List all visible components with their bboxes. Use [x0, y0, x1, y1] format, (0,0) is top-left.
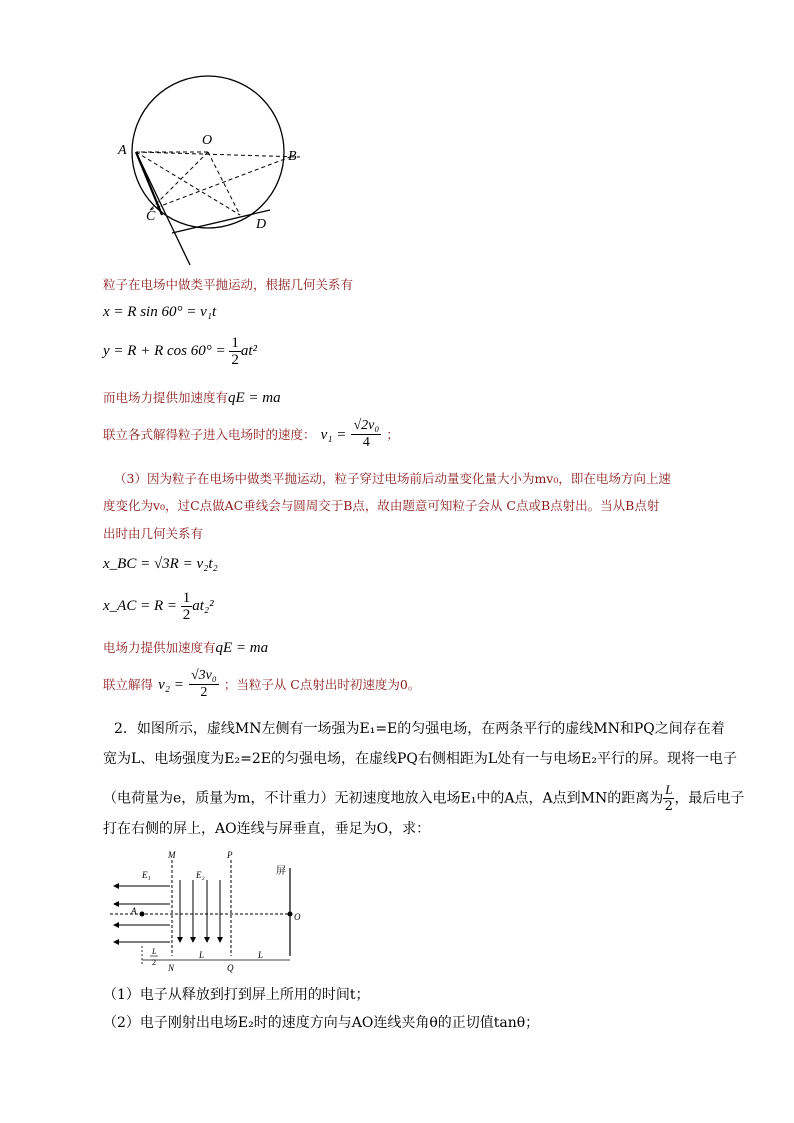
- label-O: O: [294, 912, 301, 922]
- label-N: N: [168, 963, 175, 973]
- problem2-line4: 打在右侧的屏上，AO连线与屏垂直，垂足为O，求：: [103, 821, 431, 837]
- figure-circle: [110, 60, 330, 270]
- label-E2: E₂: [196, 870, 205, 880]
- label-L2: L: [258, 950, 264, 960]
- equation-xac: x_AC = R = $\frac{1}{2}$ at₂²: [103, 590, 214, 623]
- part3-line3: 出时由几何关系有: [103, 526, 204, 541]
- question-1: （1）电子从释放到打到屏上所用的时间t；: [103, 987, 370, 1003]
- equation-xbc: x_BC = √3R = v₂t₂: [103, 556, 218, 572]
- label-B: B: [288, 149, 297, 164]
- line-C-B: [150, 157, 290, 210]
- part3-line1: （3）因为粒子在电场中做类平抛运动，粒子穿过电场前后动量变化量大小为mv₀，即在电场方向上速: [114, 471, 671, 486]
- solution-line2: 而电场力提供加速度有qE = ma: [103, 390, 281, 406]
- problem2-line2: 宽为L、电场强度为E₂=2E的匀强电场，在虚线PQ右侧相距为L处有一与电场E₂平行的屏。现将一电子: [103, 751, 738, 767]
- solution-line3: 联立各式解得粒子进入电场时的速度： v₁ = $\frac{\text{√2v₀}}{4}$ ；: [103, 418, 399, 450]
- label-half-den: 2: [152, 958, 156, 967]
- point-A: [140, 912, 145, 917]
- equation-x: x = R sin 60° = v₁t: [103, 304, 217, 320]
- label-O: O: [202, 133, 213, 148]
- label-L1: L: [199, 950, 205, 960]
- question-2: （2）电子刚射出电场E₂时的速度方向与AO连线夹角θ的正切值tanθ；: [103, 1015, 540, 1031]
- label-D: D: [256, 217, 267, 232]
- solution-line4: 电场力提供加速度有qE = ma: [103, 640, 269, 656]
- label-P: P: [227, 850, 233, 860]
- point-O: [288, 912, 293, 917]
- label-A: A: [131, 906, 137, 916]
- line-O-D: [208, 152, 240, 215]
- line-tangent: [136, 152, 190, 265]
- line-AB: [136, 152, 300, 157]
- label-M: M: [168, 850, 176, 860]
- solution-line5: 联立解得 v₂ = $\frac{\text{√3v₀}}{2}$ ；当粒子从 C点射出时初速度为0。: [103, 668, 421, 700]
- problem2-line1: 2．如图所示，虚线MN左侧有一场强为E₁=E的匀强电场，在两条平行的虚线MN和PQ之间存在着: [114, 721, 725, 737]
- problem2-line3: （电荷量为e，质量为m，不计重力）无初速度地放入电场E₁中的A点，A点到MN的距离为 $\frac{L}{2}$ ，最后电子: [103, 782, 745, 814]
- figure-fields: [110, 848, 310, 976]
- solution-line1: 粒子在电场中做类平抛运动，根据几何关系有: [103, 277, 354, 292]
- label-screen: 屏: [276, 866, 286, 877]
- label-E1: E₁: [142, 870, 151, 880]
- equation-y: y = R + R cos 60° = $\frac{1}{2}$ at²: [103, 335, 258, 368]
- line-O-C: [150, 152, 208, 210]
- label-half-num: L: [152, 947, 157, 956]
- label-C: C: [146, 209, 156, 224]
- label-Q: Q: [227, 963, 234, 973]
- part3-line2: 度变化为v₀，过C点做AC垂线会与圆周交于B点，故由题意可知粒子会从 C点或B点射出。当从B点射: [103, 498, 660, 513]
- label-A: A: [118, 143, 127, 158]
